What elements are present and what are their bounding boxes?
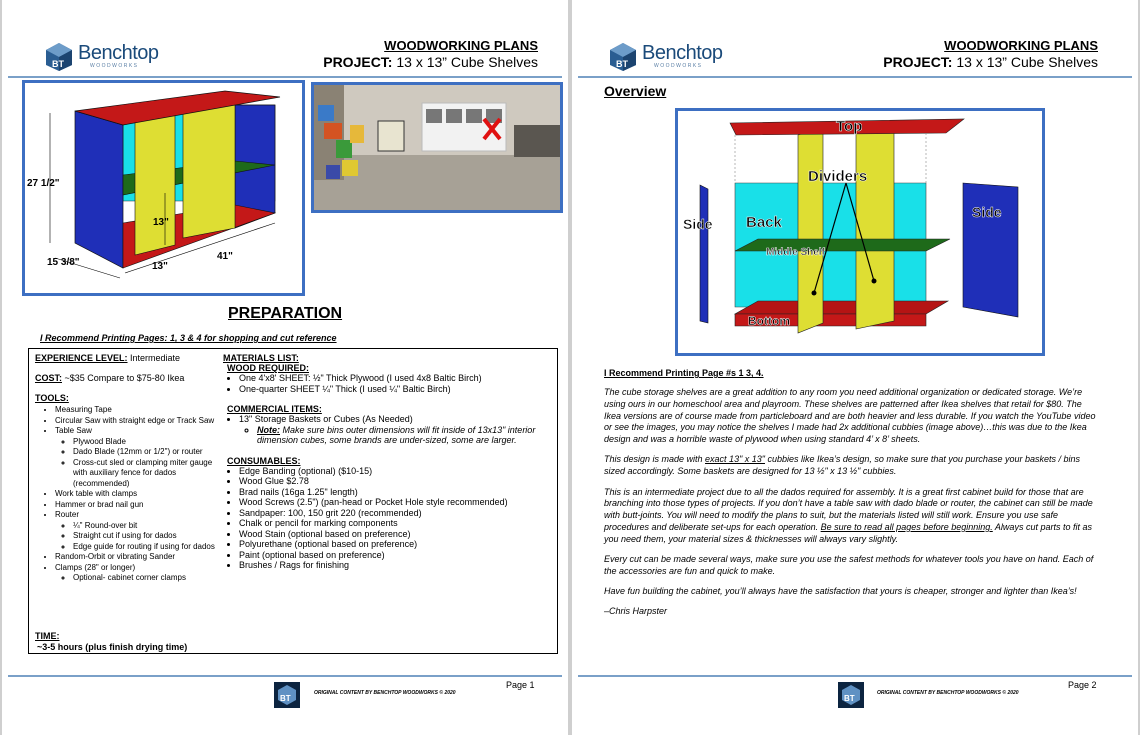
footer-logo-icon	[274, 682, 300, 708]
left-column	[35, 353, 225, 584]
cabinet-drawing-svg	[25, 83, 302, 293]
label-side-left: Side	[683, 216, 713, 232]
list-item: ◦ Plywood Blade	[73, 437, 225, 448]
list-item: • Table Saw ◦ Plywood Blade ◦ Dado Blade (12mm or 1/2") or router ◦ Cross-cut sled or clamping miter gauge with auxiliary fence for dados (recommended)	[55, 426, 225, 489]
dim-cube-width: 13"	[152, 261, 168, 272]
list-item: • Brushes / Rags for finishing	[239, 560, 553, 571]
dim-depth: 15 3/8"	[47, 257, 80, 268]
header-project: PROJECT: 13 x 13” Cube Shelves	[883, 54, 1098, 70]
list-item: ◦ Straight cut if using for dados	[73, 531, 225, 542]
footer-copyright: ORIGINAL CONTENT BY BENCHTOP WOODWORKS © 2020	[877, 690, 1019, 696]
list-item: • Random-Orbit or vibrating Sander	[55, 552, 225, 563]
label-middle-shelf: Middle Shelf	[766, 247, 825, 258]
list-item: • Wood Glue $2.78	[239, 476, 553, 487]
header-title: WOODWORKING PLANS	[944, 38, 1098, 53]
list-item: • One 4'x8' SHEET: ½" Thick Plywood (I used 4x8 Baltic Birch)	[239, 373, 553, 384]
label-side-right: Side	[972, 204, 1002, 220]
list-item: ◦ Optional- cabinet corner clamps	[73, 573, 225, 584]
list-item: • Chalk or pencil for marking components	[239, 518, 553, 529]
list-item: • Wood Stain (optional based on preference)	[239, 529, 553, 540]
list-item: • Circular Saw with straight edge or Track Saw	[55, 416, 225, 427]
list-item: • Clamps (28" or longer) ◦ Optional- cabinet corner clamps	[55, 563, 225, 584]
svg-text:BT: BT	[52, 59, 64, 69]
cube-logo-icon	[44, 42, 74, 72]
cube-logo-icon	[608, 42, 638, 72]
overview-text	[604, 387, 1098, 627]
label-top: Top	[836, 118, 863, 135]
paragraph: Every cut can be made several ways, make sure you use the safest methods for whatever tools you have on hand. Each of the accessories are fun and quick to make.	[604, 554, 1094, 576]
brand-name: Benchtop	[78, 42, 159, 64]
list-item: • Sandpaper: 100, 150 grit 220 (recommended)	[239, 508, 553, 519]
list-item: • Work table with clamps	[55, 489, 225, 500]
tools-list	[35, 405, 225, 584]
consumables-label: CONSUMABLES:	[227, 455, 301, 466]
dim-height: 27 1/2"	[27, 178, 60, 189]
list-item: • Edge Banding (optional) ($10-15)	[239, 466, 553, 477]
footer-rule	[578, 675, 1132, 677]
header-title: WOODWORKING PLANS	[384, 38, 538, 53]
print-note: I Recommend Printing Page #s 1 3, 4.	[604, 368, 764, 378]
overview-heading: Overview	[604, 83, 667, 99]
paragraph: The cube storage shelves are a great addition to any room you need additional organization or dedicated storage. We’re using ours in our homeschool area and playroom. These shelves are patterned after Ikea shelves that retail for $80. The Ikea versions are of course made from particleboard and are both heavier and less durable. If you watch the YouTube video or see the images, you may notice the shelves I made had 2x additional cubbies (image above)…this was due to the Ikea design and was a horrible waste of plywood when using standard 4’ x 8’ sheets.	[604, 387, 1096, 445]
preparation-heading: PREPARATION	[228, 305, 343, 322]
footer-copyright: ORIGINAL CONTENT BY BENCHTOP WOODWORKS © 2020	[314, 690, 456, 696]
list-item: • 13" Storage Baskets or Cubes (As Needed) ◦ Note: Make sure bins outer dimensions will fit inside of 13x13" interior dimension cubes, some brands are under-sized, some are larger.	[239, 414, 553, 446]
wood-label: WOOD REQUIRED:	[227, 363, 309, 373]
brand-sub: WOODWORKS	[90, 63, 139, 69]
brand-name: Benchtop	[642, 42, 723, 64]
paragraph: This design is made with exact 13" x 13" cubbies like Ikea’s design, so make sure that you purchase your baskets / bins sized accordingly. Some baskets are designed for 13 ½" x 13 ½" cubbies.	[604, 454, 1080, 477]
page-2	[572, 0, 1138, 735]
page-number: Page 2	[1068, 680, 1097, 690]
label-bottom: Bottom	[748, 314, 790, 328]
dim-width: 41"	[217, 251, 233, 262]
photo-svg	[314, 85, 560, 210]
page-number: Page 1	[506, 680, 535, 690]
page-header	[2, 0, 568, 76]
list-item: ◦ Edge guide for routing if using for dados	[73, 542, 225, 553]
list-item: • Brad nails (16ga 1.25" length)	[239, 487, 553, 498]
list-item: ◦ Dado Blade (12mm or 1/2") or router	[73, 447, 225, 458]
cost: COST: ~$35 Compare to $75-80 Ikea	[35, 373, 185, 383]
cabinet-dimension-drawing	[22, 80, 305, 296]
label-back: Back	[746, 214, 782, 231]
footer-rule	[8, 675, 562, 677]
header-rule	[8, 76, 562, 78]
consumables-list	[223, 466, 553, 571]
materials-label: MATERIALS LIST:	[223, 353, 299, 363]
dim-cube-height: 13"	[153, 217, 169, 228]
brand-logo	[44, 40, 174, 74]
list-item: • Measuring Tape	[55, 405, 225, 416]
signature: –Chris Harpster	[604, 606, 668, 617]
preparation-box	[28, 348, 558, 654]
wood-list	[223, 373, 553, 394]
list-item: ◦ Note: Make sure bins outer dimensions will fit inside of 13x13" interior dimension cubes, some brands are under-sized, some are larger.	[257, 425, 553, 446]
svg-text:BT: BT	[616, 59, 628, 69]
print-note: I Recommend Printing Pages: 1, 3 & 4 for shopping and cut reference	[40, 333, 337, 343]
footer-logo-icon	[838, 682, 864, 708]
list-item: ◦ ¼" Round-over bit	[73, 521, 225, 532]
header-project: PROJECT: 13 x 13” Cube Shelves	[323, 54, 538, 70]
tools-label: TOOLS:	[35, 393, 69, 403]
experience-level: EXPERIENCE LEVEL: Intermediate	[35, 353, 181, 363]
paragraph: Have fun building the cabinet, you’ll always have the satisfaction that yours is cheaper, stronger and lighter than Ikea’s!	[604, 586, 1077, 597]
ikea-shelf-photo	[311, 82, 563, 213]
header-rule	[578, 76, 1132, 78]
right-column	[223, 353, 553, 571]
page-header	[572, 0, 1138, 76]
commercial-label: COMMERCIAL ITEMS:	[227, 404, 322, 414]
list-item: • Hammer or brad nail gun	[55, 500, 225, 511]
brand-sub: WOODWORKS	[654, 63, 703, 69]
svg-text:BT: BT	[844, 694, 855, 703]
time-value: ~3-5 hours (plus finish drying time)	[37, 642, 188, 652]
label-dividers: Dividers	[808, 168, 868, 185]
page-1	[2, 0, 568, 735]
svg-text:BT: BT	[280, 694, 291, 703]
brand-logo	[608, 40, 738, 74]
time-label: TIME:	[35, 631, 60, 641]
exploded-view-diagram	[675, 108, 1045, 356]
list-item: ◦ Cross-cut sled or clamping miter gauge with auxiliary fence for dados (recommended)	[73, 458, 225, 490]
paragraph: This is an intermediate project due to all the dados required for assembly. It is a great first cabinet build for those that are branching into those types of projects. If you don’t have a table saw with dado blade or router, the cabinet can still be made with butt-joints. You will need to modify the plans to suit, but the materials listed will still work. Ensure you use safe procedures and deliberate set-ups for each operation. Be sure to read all pages before beginning. Always cut parts to fit as you need them, your material sizes & thicknesses will always vary slightly.	[604, 486, 1093, 544]
exploded-svg	[678, 111, 1042, 353]
list-item: • Router ◦ ¼" Round-over bit ◦ Straight cut if using for dados ◦ Edge guide for routing if using for dados	[55, 510, 225, 552]
list-item: • One-quarter SHEET ¼" Thick (I used ¼" Baltic Birch)	[239, 384, 553, 395]
list-item: • Wood Screws (2.5") (pan-head or Pocket Hole style recommended)	[239, 497, 553, 508]
list-item: • Polyurethane (optional based on preference)	[239, 539, 553, 550]
list-item: • Paint (optional based on preference)	[239, 550, 553, 561]
commercial-list	[223, 414, 553, 446]
